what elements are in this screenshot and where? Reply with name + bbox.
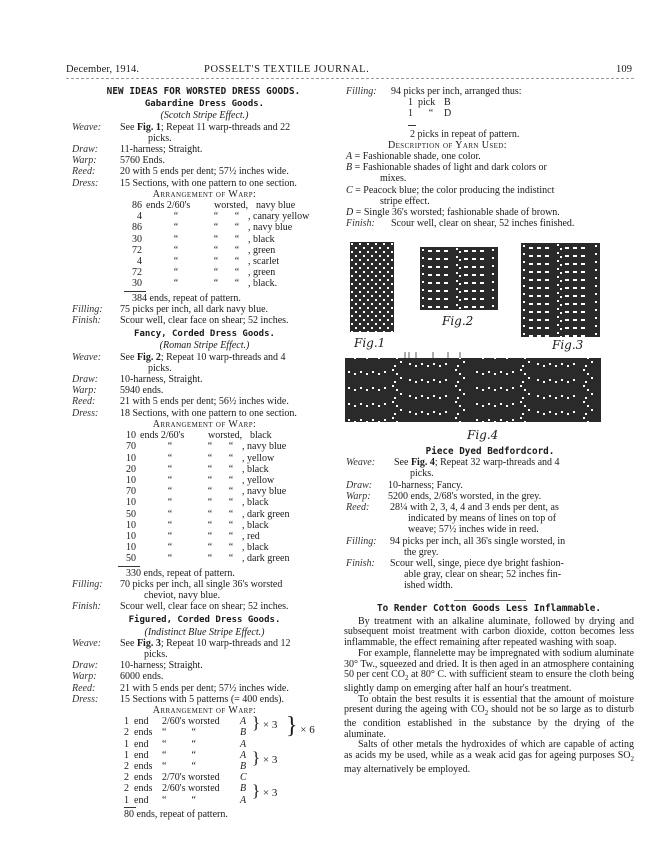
finish-row (346, 558, 634, 569)
filling-row (346, 86, 636, 97)
finish-label: Finish: (72, 315, 101, 327)
warp-arrangement-row: 10 “ “ “ , red (126, 530, 260, 542)
finish-value: Scour well, singe, piece dye bright fashion- (390, 558, 564, 570)
finish-label: Finish: (346, 558, 375, 570)
weave-label: Weave: (72, 121, 102, 133)
warp-label: Warp: (72, 155, 97, 167)
yarn-item: B = Fashionable shades of light and dark colors or (346, 162, 547, 174)
reed-value: 21 with 5 ends per dent; 57½ inches wide. (120, 682, 289, 694)
filling-row (72, 579, 337, 590)
finish-continuation: able gray, clear on shear; 52 inches fin- (404, 569, 562, 581)
brace-group-1: } × 3 (252, 713, 278, 733)
header-page-number: 109 (616, 64, 633, 75)
fig4-weave-diagram (345, 352, 603, 422)
warp-arrangement-row: 2 ends 2/70's worsted C (124, 772, 247, 784)
header-journal-title: POSSELT'S TEXTILE JOURNAL. (204, 64, 370, 75)
weave-text: See (120, 121, 137, 133)
weave-label: Weave: (346, 457, 376, 469)
section-subtitle: (Scotch Stripe Effect.) (160, 110, 249, 122)
draw-value: 10-harness, Straight. (120, 374, 203, 386)
warp-arrangement-row: 1 end 2/60's worsted A (124, 716, 247, 728)
draw-value: 10-harness; Straight. (120, 660, 203, 672)
repeat-total: 384 ends, repeat of pattern. (132, 292, 241, 304)
reed-row (346, 502, 634, 513)
picks-total: 2 picks in repeat of pattern. (410, 128, 520, 140)
arrangement-heading: Arrangement of Warp: (152, 188, 257, 200)
draw-row (72, 660, 337, 671)
dress-label: Dress: (72, 177, 99, 189)
warp-arrangement-row: 2 ends “ “ B (124, 760, 247, 772)
warp-value: 5200 ends, 2/68's worsted, in the grey. (388, 490, 542, 502)
reed-row (72, 396, 337, 407)
right-column (346, 86, 636, 229)
weave-text: ; Repeat 11 warp-threads and 22 (160, 121, 291, 133)
finish-value: Scour well, clear face on shear; 52 inches. (120, 315, 289, 327)
arrangement-heading: Arrangement of Warp: (152, 704, 257, 716)
dress-label: Dress: (72, 693, 99, 705)
reed-value: 20 with 5 ends per dent; 57½ inches wide. (120, 166, 289, 178)
draw-row (346, 480, 634, 491)
reed-value: 28¼ with 2, 3, 4, 4 and 3 ends per dent, as (390, 502, 559, 514)
warp-arrangement-list (72, 200, 337, 290)
warp-arrangement-row: 2 ends 2/60's worsted B (124, 783, 247, 795)
section-title: Figured, Corded Dress Goods. (128, 615, 281, 626)
filling-continuation: cheviot, navy blue. (144, 589, 221, 601)
yarn-item: C = Peacock blue; the color producing the indistinct (346, 184, 555, 196)
finish-value: Scour well, clear on shear, 52 inches finished. (391, 218, 575, 230)
article-paragraph: For example, flannelette may be impregnated with sodium aluminate 30° Tw., squeezed and dried. It is then aged in an atmosphere containing 50 per cent $CO_2$ at 80° C. with sufficient steam to ensure the cloth being slightly damp on emerging after half an hour's treatment. (344, 647, 634, 694)
finish-value: Scour well, clear face on shear; 52 inches. (120, 601, 289, 613)
filling-label: Filling: (346, 86, 377, 97)
draw-row (72, 374, 337, 385)
yarn-item: A = Fashionable shade, one color. (346, 151, 481, 163)
filling-label: Filling: (72, 578, 103, 590)
warp-row (72, 671, 337, 682)
pick-row: 1 “ D (408, 108, 452, 120)
weave-continuation: picks. (144, 648, 168, 660)
warp-arrangement-row: 50 “ “ “ , dark green (126, 553, 290, 565)
inflammable-article (344, 604, 634, 776)
draw-label: Draw: (72, 144, 99, 156)
filling-row (346, 536, 634, 547)
gabardine-section (72, 99, 337, 326)
warp-arrangement-row: 72 “ “ “ , green (132, 244, 276, 256)
warp-arrangement-row: 20 “ “ “ , black (126, 463, 269, 475)
reed-row (72, 166, 337, 177)
warp-arrangement-row: 4 “ “ “ , scarlet (137, 256, 280, 268)
weave-label: Weave: (72, 351, 102, 363)
section-divider (454, 600, 526, 601)
fig3-caption: Fig.3 (552, 338, 584, 352)
warp-row (72, 155, 337, 166)
draw-label: Draw: (72, 660, 99, 672)
warp-arrangement-row: 10 “ “ “ , yellow (126, 474, 275, 486)
warp-arrangement-row: 70 “ “ “ , navy blue (126, 486, 287, 498)
reed-value: 21 with 5 ends per dent; 56½ inches wide. (120, 396, 289, 408)
warp-arrangement-row: 72 “ “ “ , green (132, 267, 276, 279)
reed-label: Reed: (72, 396, 96, 408)
warp-arrangement-row: 50 “ “ “ , dark green (126, 508, 290, 520)
reed-label: Reed: (346, 502, 370, 514)
warp-value: 5760 Ends. (120, 155, 165, 167)
reed-label: Reed: (72, 166, 96, 178)
fig3-weave-diagram (521, 243, 600, 337)
filling-value: 70 picks per inch, all single 36's worsted (120, 578, 283, 590)
draw-label: Draw: (346, 479, 373, 491)
filling-label: Filling: (72, 303, 103, 315)
warp-arrangement-row: 10 “ “ “ , black (126, 519, 269, 531)
reed-continuation: weave; 57½ inches wide in reed. (408, 524, 539, 536)
article-title: To Render Cotton Goods Less Inflammable. (377, 603, 601, 614)
yarn-item: D = Single 36's worsted; fashionable shade of brown. (346, 207, 560, 219)
fancy-corded-section (72, 329, 337, 612)
main-article-title: NEW IDEAS FOR WORSTED DRESS GOODS. (106, 86, 301, 97)
brace-group-3: } × 3 (252, 781, 278, 801)
warp-value: 5940 ends. (120, 385, 164, 397)
section-title: Piece Dyed Bedfordcord. (425, 446, 555, 457)
filling-value: 94 picks per inch, arranged thus: (391, 86, 522, 97)
warp-arrangement-row: 10 “ “ “ , yellow (126, 452, 275, 464)
finish-row (72, 601, 337, 612)
filling-label: Filling: (346, 535, 377, 547)
arrangement-heading: Arrangement of Warp: (152, 418, 257, 430)
warp-row (346, 491, 634, 502)
finish-row (72, 315, 337, 326)
warp-label: Warp: (72, 671, 97, 683)
weave-label: Weave: (72, 637, 102, 649)
fig1-weave-diagram (350, 242, 394, 332)
article-paragraph: By treatment with an alkaline aluminate, followed by drying and subsequent moist treatment with carbon dioxide, cotton becomes less inflammable, the effect remaining after repeated washing with soap. (344, 615, 634, 649)
section-title: Fancy, Corded Dress Goods. (134, 329, 275, 340)
warp-arrangement-list (72, 713, 337, 806)
fig1-caption: Fig.1 (354, 336, 386, 350)
weave-continuation: picks. (148, 132, 172, 144)
warp-label: Warp: (72, 385, 97, 397)
dress-row (72, 408, 337, 419)
warp-arrangement-row: 10 “ “ “ , black (126, 542, 269, 554)
repeat-total: 330 ends, repeat of pattern. (126, 567, 235, 579)
repeat-total: 80 ends, repeat of pattern. (124, 808, 228, 820)
article-paragraph: Salts of other metals the hydroxides of which are capable of acting as acids my be used, while as a weak acid gas for ageing purposes $SO_2$ may alternatively be employed. (344, 739, 634, 775)
fig-reference: Fig. 4 (410, 457, 435, 469)
warp-row (72, 385, 337, 396)
fig4-caption: Fig.4 (467, 428, 499, 442)
warp-value: 6000 ends. (120, 671, 164, 683)
warp-arrangement-row: 86 “ “ “ , navy blue (132, 222, 293, 234)
weave-continuation: picks. (410, 468, 434, 480)
warp-arrangement-row: 86 ends 2/60's worsted, navy blue (132, 200, 296, 212)
fig2-weave-diagram (420, 247, 498, 310)
finish-row (346, 218, 636, 229)
warp-arrangement-row: 1 end “ “ A (124, 749, 247, 761)
finish-continuation: ished width. (404, 580, 453, 592)
filling-continuation: the grey. (404, 546, 439, 558)
yarn-item-continuation: stripe effect. (380, 195, 430, 207)
draw-label: Draw: (72, 374, 99, 386)
fig-reference: Fig. 3 (136, 637, 161, 649)
reed-row (72, 683, 337, 694)
fig-reference: Fig. 2 (136, 351, 161, 363)
finish-label: Finish: (72, 601, 101, 613)
filling-value: 94 picks per inch, all 36's single worsted, in (390, 535, 566, 547)
filling-row (72, 304, 337, 315)
dress-value: 18 Sections, with one pattern to one section. (120, 407, 297, 419)
warp-arrangement-row: 10 “ “ “ , black (126, 497, 269, 509)
pick-row: 1 pick B (408, 97, 451, 109)
header-rule (66, 78, 634, 79)
warp-arrangement-row: 1 end “ “ A (124, 738, 247, 750)
dress-value: 15 Sections with 5 patterns (= 400 ends). (120, 693, 284, 705)
sum-rule (408, 125, 416, 126)
brace-group-outer: } × 6 (286, 713, 315, 740)
reed-continuation: indicated by means of lines on top of (408, 513, 557, 525)
section-subtitle: (Roman Stripe Effect.) (159, 340, 250, 352)
warp-arrangement-row: 10 ends 2/60's worsted, black (126, 430, 272, 442)
left-column (72, 86, 337, 820)
weave-row (72, 122, 337, 133)
dress-label: Dress: (72, 407, 99, 419)
header-date: December, 1914. (66, 64, 140, 75)
filling-value: 75 picks per inch, all dark navy blue. (120, 303, 269, 315)
yarn-item-continuation: mixes. (380, 173, 407, 185)
warp-arrangement-row: 30 “ “ “ , black. (132, 278, 278, 290)
article-paragraph: To obtain the best results it is essential that the amount of moisture present during the ageing with $CO_2$ should not be so large as to disturb the condition established in the substance by the drying of the aluminate. (344, 693, 634, 740)
draw-value: 11-harness; Straight. (120, 144, 203, 156)
yarn-list (346, 151, 636, 218)
warp-label: Warp: (346, 490, 371, 502)
section-subtitle: (Indistinct Blue Stripe Effect.) (144, 626, 265, 638)
section-title: Gabardine Dress Goods. (144, 99, 265, 110)
warp-arrangement-row: 30 “ “ “ , black (132, 233, 275, 245)
dress-row (72, 178, 337, 189)
warp-arrangement-row: 1 end “ “ A (124, 794, 247, 806)
bedfordcord-section (346, 446, 634, 607)
weave-continuation: picks. (148, 362, 172, 374)
dress-row (72, 694, 337, 705)
figured-corded-section (72, 615, 337, 820)
weave-row: Weave: See Fig. 4; Repeat 32 warp-threads and 4 (346, 457, 560, 469)
fig-reference: Fig. 1 (136, 121, 161, 133)
yarn-heading: Description of Yarn Used: (388, 139, 507, 151)
dress-value: 15 Sections, with one pattern to one section. (120, 177, 297, 189)
weave-row: Weave: See Fig. 3; Repeat 10 warp-threads and 12 (72, 637, 291, 649)
reed-label: Reed: (72, 682, 96, 694)
warp-arrangement-list (66, 430, 337, 564)
warp-arrangement-row: 2 ends “ “ B (124, 727, 247, 739)
warp-arrangement-row: 70 “ “ “ , navy blue (126, 441, 287, 453)
weave-row: Weave: See Fig. 2; Repeat 10 warp-threads and 4 (72, 351, 286, 363)
fig2-caption: Fig.2 (442, 314, 474, 328)
draw-row (72, 144, 337, 155)
finish-label: Finish: (346, 218, 375, 230)
warp-arrangement-row: 4 “ “ “ , canary yellow (137, 211, 310, 223)
draw-value: 10-harness; Fancy. (388, 479, 463, 491)
brace-group-2: } × 3 (252, 748, 278, 768)
